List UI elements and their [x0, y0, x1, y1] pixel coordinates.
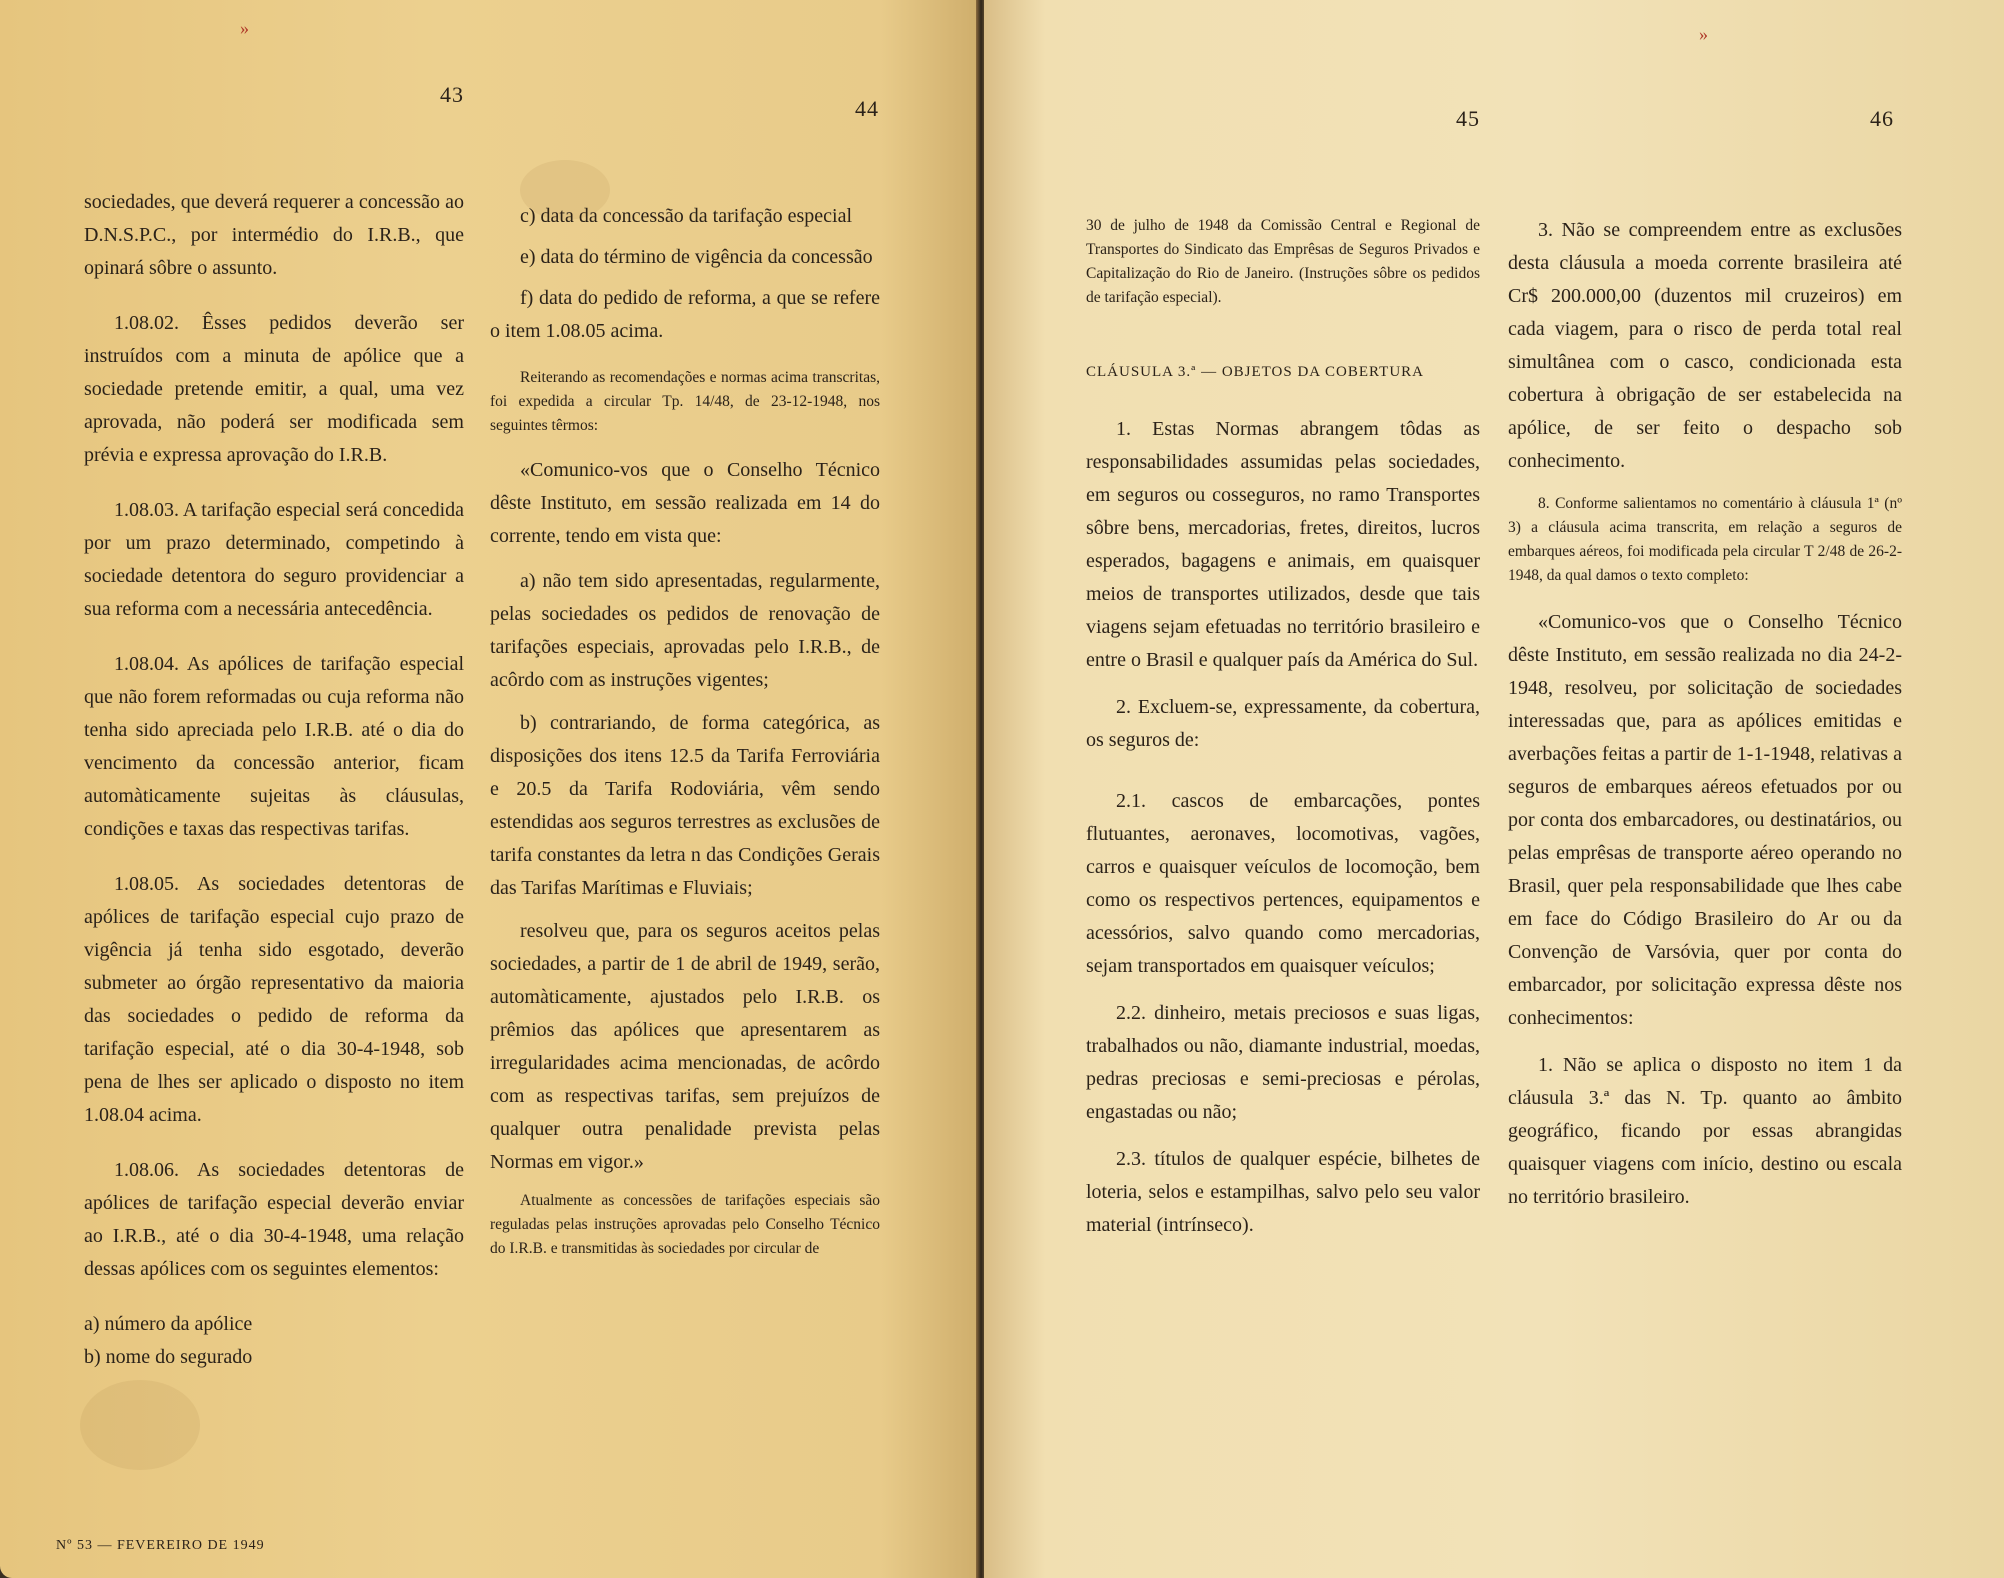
list-item: e) data do término de vigência da concessão — [520, 246, 873, 268]
paragraph: 1. Estas Normas abrangem tôdas as responsabilidades assumidas pelas sociedades, em seguros ou cosseguros, no ramo Transportes sôbre bens, mercadorias, fretes, direitos, lucros esperados, bagagens e animais, em quaisquer meios de transportes utilizados, desde que tais viagens sejam efetuadas no território brasileiro e entre o Brasil e qualquer país da América do Sul. — [1086, 418, 1480, 671]
paragraph: 1.08.02. Êsses pedidos deverão ser instruídos com a minuta de apólice que a sociedade pretende emitir, a qual, uma vez aprovada, não poderá ser modificada sem prévia e expressa aprovação do I.R.B. — [84, 312, 464, 466]
quote-paragraph: «Comunico-vos que o Conselho Técnico dêste Instituto, em sessão realizada no dia 24-2-1948, resolveu, por solicitação de sociedades interessadas que, para as apólices emitidas e averbações feitas a partir de 1-1-1948, relativas a seguros de embarques aéreos efetuados por ou por conta dos embarcadores, ou destinatários, ou pelas emprêsas de transporte aéreo operando no Brasil, quer pela responsabilidade que lhes cabe em face do Código Brasileiro do Ar ou da Convenção de Varsóvia, quer por conta do embarcador, por solicitação expressa dêste nos conhecimentos: — [1508, 611, 1902, 1029]
paragraph: 1.08.04. As apólices de tarifação especial que não forem reformadas ou cuja reforma não tenha sido apreciada pelo I.R.B. até o dia do vencimento da concessão anterior, ficam automàticamente sujeitas às cláusulas, condições e taxas das respectivas tarifas. — [84, 653, 464, 840]
quote-item: 1. Não se aplica o disposto no item 1 da cláusula 3.ª das N. Tp. quanto ao âmbito geográfico, ficando por essas abrangidas quaisquer viagens com início, destino ou escala no território brasileiro. — [1508, 1054, 1902, 1208]
clause-heading: CLÁUSULA 3.ª — OBJETOS DA COBERTURA — [1086, 364, 1424, 380]
note: Reiterando as recomendações e normas acima transcritas, foi expedida a circular Tp. 14/48, de 23-12-1948, nos seguintes têrmos: — [490, 369, 880, 434]
page-46-column — [1508, 214, 1902, 1214]
quote-item: a) não tem sido apresentadas, regularmente, pelas sociedades os pedidos de renovação de tarifações especiais, aprovadas pelo I.R.B., de acôrdo com as instruções vigentes; — [490, 570, 880, 691]
page-45-column — [1086, 214, 1480, 1242]
quote-item: b) contrariando, de forma categórica, as disposições dos itens 12.5 da Tarifa Ferroviária e 20.5 da Tarifa Rodoviária, vêm sendo estendidas aos seguros terrestres as exclusões de tarifa constantes da letra n das Condições Gerais das Tarifas Marítimas e Fluviais; — [490, 712, 880, 899]
note: Atualmente as concessões de tarifações especiais são reguladas pelas instruções aprovadas pelo Conselho Técnico do I.R.B. e transmitidas às sociedades por circular de — [490, 1192, 880, 1257]
paragraph: 2.3. títulos de qualquer espécie, bilhetes de loteria, selos e estampilhas, salvo pelo seu valor material (intrínseco). — [1086, 1148, 1480, 1236]
paragraph: sociedades, que deverá requerer a concessão ao D.N.S.P.C., por intermédio do I.R.B., que opinará sôbre o assunto. — [84, 191, 464, 279]
page-number-46: 46 — [1870, 106, 1894, 131]
paragraph: 3. Não se compreendem entre as exclusões desta cláusula a moeda corrente brasileira até Cr$ 200.000,00 (duzentos mil cruzeiros) em cada viagem, para o risco de perda total real simultânea com o casco, condicionada esta cobertura à obrigação de ser estabelecida na apólice, de ser feito o despacho sob conhecimento. — [1508, 219, 1902, 472]
paper-stain — [80, 1380, 200, 1470]
quote-paragraph: resolveu que, para os seguros aceitos pelas sociedades, a partir de 1 de abril de 1949, serão, automàticamente, ajustados pelo I.R.B. os prêmios das apólices que apresentarem as irregularidades acima mencionadas, de acôrdo com as respectivas tarifas, sem prejuízos de qualquer outra penalidade prevista pelas Normas em vigor.» — [490, 920, 880, 1173]
page-43-column — [84, 186, 464, 1374]
paragraph: 2. Excluem-se, expressamente, da cobertura, os seguros de: — [1086, 696, 1480, 751]
list-item: b) nome do segurado — [84, 1346, 253, 1368]
paragraph: 1.08.05. As sociedades detentoras de apólices de tarifação especial cujo prazo de vigência já tenha sido esgotado, deverão submeter ao órgão representativo da maioria das sociedades o pedido de reforma da tarifação especial, até o dia 30-4-1948, sob pena de lhes ser aplicado o disposto no item 1.08.04 acima. — [84, 873, 464, 1126]
note: 30 de julho de 1948 da Comissão Central e Regional de Transportes do Sindicato das Emprêsas de Seguros Privados e Capitalização do Rio de Janeiro. (Instruções sôbre os pedidos de tarifação especial). — [1086, 217, 1480, 306]
list-item: c) data da concessão da tarifação especial — [520, 205, 853, 227]
page-number-44: 44 — [855, 96, 879, 121]
page-44-column — [490, 200, 880, 1261]
left-sheet — [0, 0, 978, 1578]
paragraph: 2.1. cascos de embarcações, pontes flutuantes, aeronaves, locomotivas, vagões, carros e quaisquer veículos de locomoção, bem como os respectivos pertences, equipamentos e acessórios, salvo quando como mercadorias, sejam transportados em quaisquer veículos; — [1086, 790, 1480, 977]
paragraph: 2.2. dinheiro, metais preciosos e suas ligas, trabalhados ou não, diamante industrial, moedas, pedras preciosas e semi-preciosas e pérolas, engastadas ou não; — [1086, 1002, 1480, 1123]
ink-mark: » — [1699, 24, 1708, 44]
list-item: a) número da apólice — [84, 1313, 253, 1335]
page-number-45: 45 — [1456, 106, 1480, 131]
footer: Nº 53 — FEVEREIRO DE 1949 — [56, 1538, 265, 1553]
list-item: f) data do pedido de reforma, a que se refere o item 1.08.05 acima. — [490, 287, 880, 342]
ink-mark: » — [240, 18, 249, 38]
page-number-43: 43 — [440, 82, 464, 107]
note: 8. Conforme salientamos no comentário à cláusula 1ª (nº 3) a cláusula acima transcrita, em relação a seguros de embarques aéreos, foi modificada pela circular T 2/48 de 26-2-1948, da qual damos o texto completo: — [1508, 495, 1902, 584]
right-sheet — [984, 0, 2004, 1578]
quote-paragraph: «Comunico-vos que o Conselho Técnico dêste Instituto, em sessão realizada em 14 do corrente, tendo em vista que: — [490, 459, 880, 547]
paragraph: 1.08.06. As sociedades detentoras de apólices de tarifação especial deverão enviar ao I.R.B., até o dia 30-4-1948, uma relação dessas apólices com os seguintes elementos: — [84, 1159, 464, 1280]
paragraph: 1.08.03. A tarifação especial será concedida por um prazo determinado, competindo à sociedade detentora do seguro providenciar a sua reforma com a necessária antecedência. — [84, 499, 464, 620]
